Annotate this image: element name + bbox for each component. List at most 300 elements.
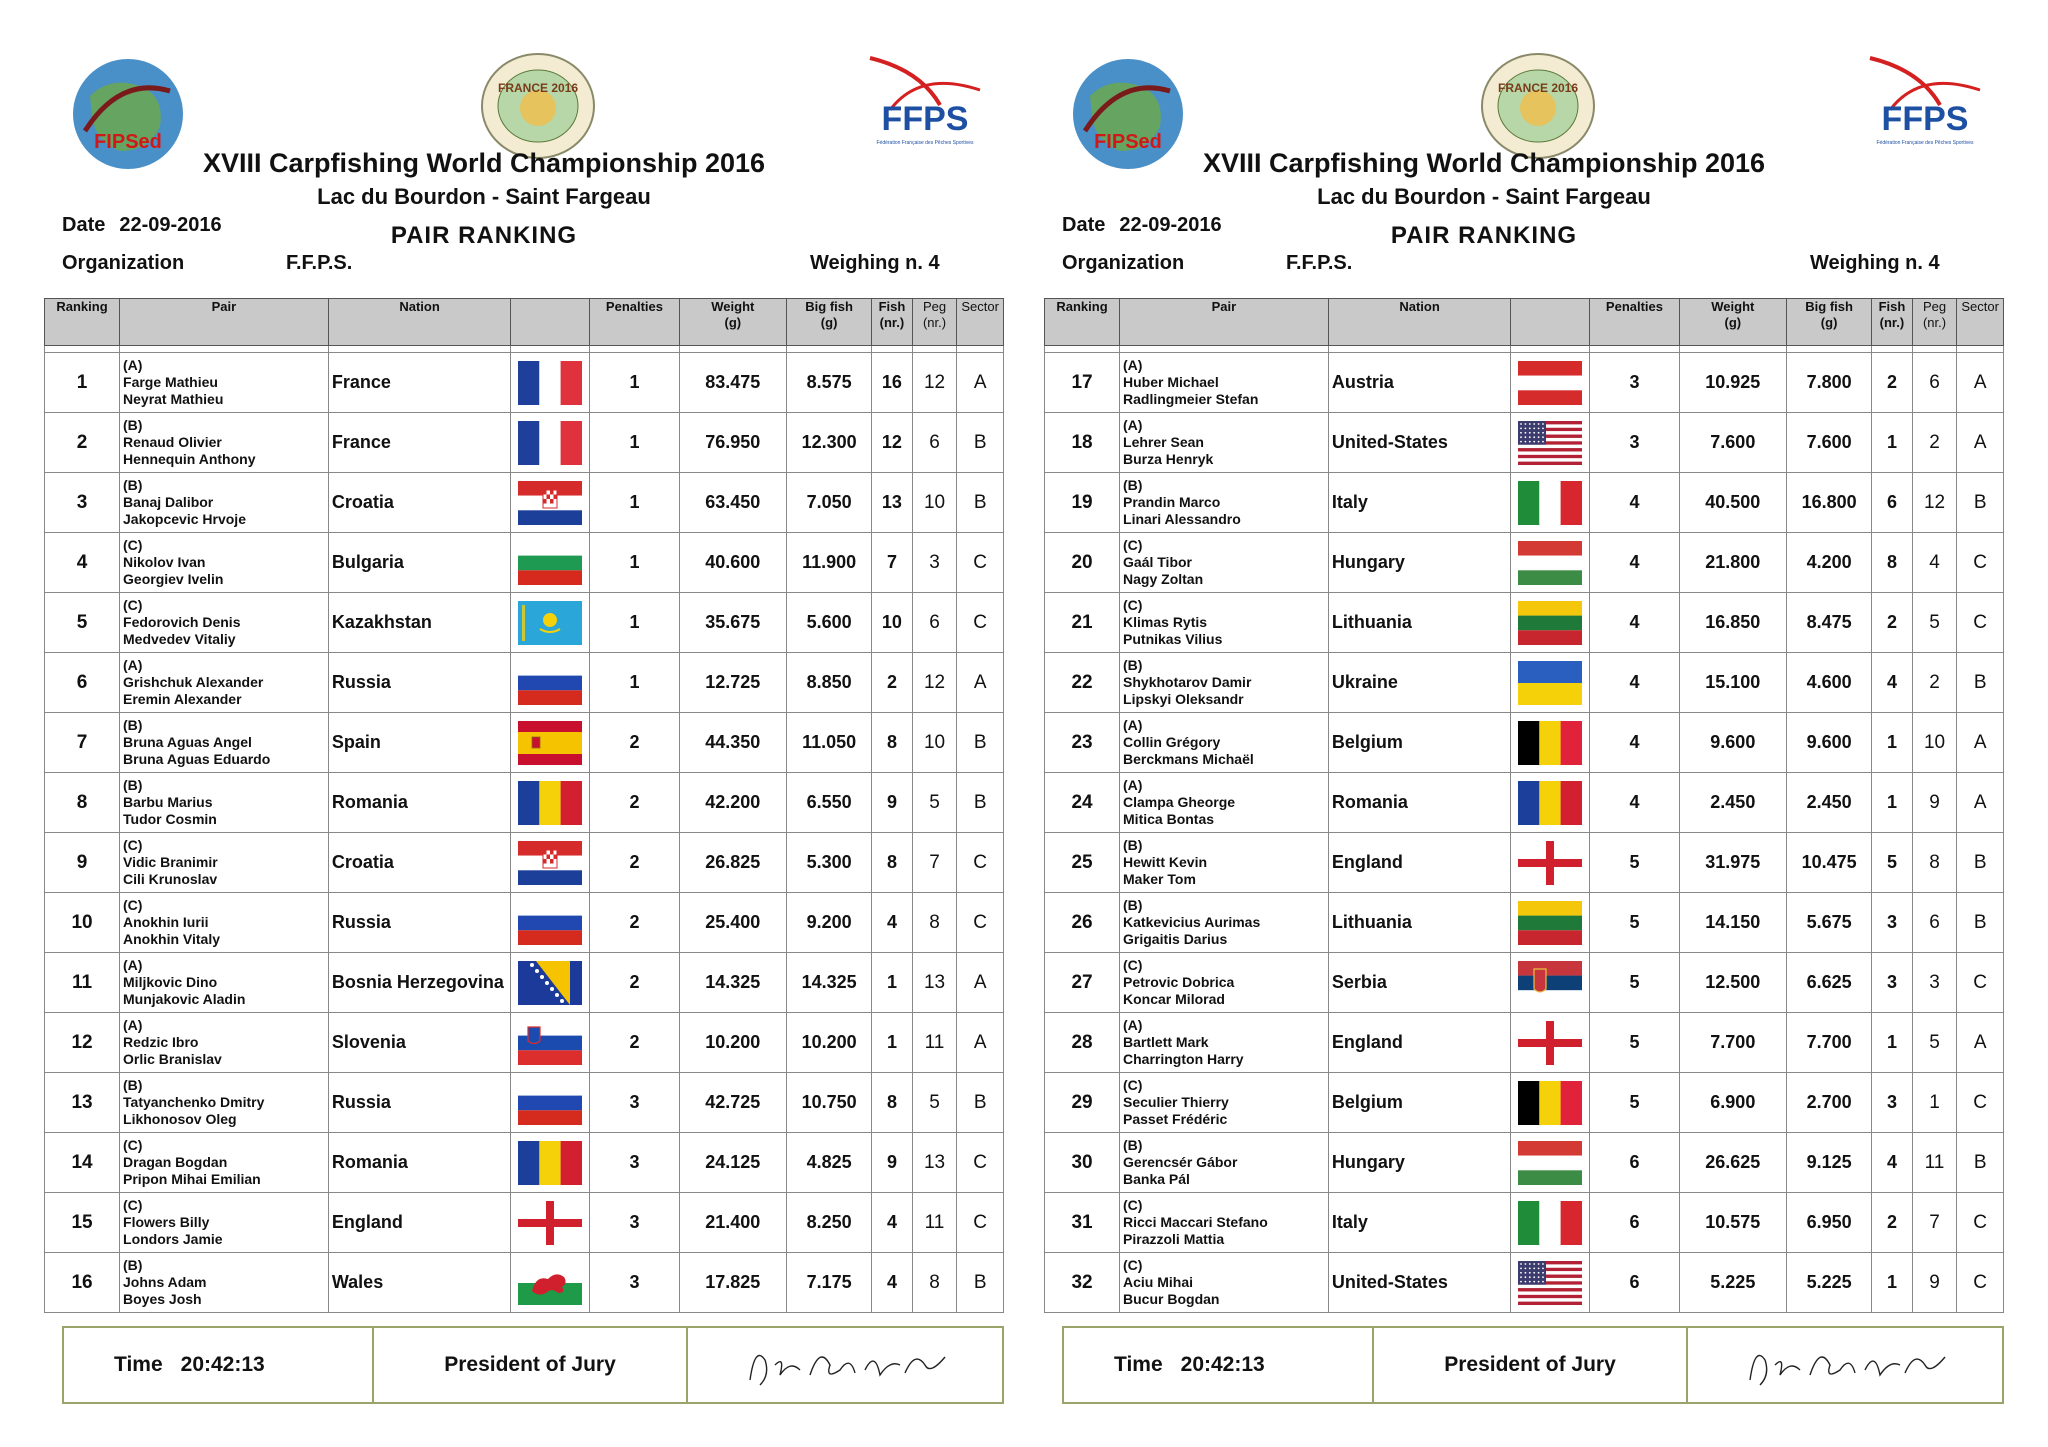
- pair-name-1: Aciu Mihai: [1123, 1274, 1194, 1290]
- pair-name-1: Clampa Gheorge: [1123, 794, 1236, 810]
- peg-cell: 10: [912, 473, 957, 533]
- penalties-cell: 2: [590, 1013, 679, 1073]
- ffps-logo-icon: [860, 50, 990, 150]
- lithuania-flag-icon: [1518, 901, 1582, 945]
- table-row: [1045, 653, 2004, 713]
- weight-cell: 9.600: [1679, 713, 1786, 773]
- pair-name-2: Koncar Milorad: [1123, 991, 1225, 1007]
- col-peg-unit: (nr.): [922, 315, 947, 330]
- peg-cell: 8: [912, 1253, 957, 1313]
- col-fish-label: Fish: [878, 299, 906, 314]
- bigfish-cell: 9.600: [1787, 713, 1872, 773]
- fish-cell: 3: [1872, 893, 1913, 953]
- col-fish-unit: (nr.): [1879, 315, 1905, 330]
- nation-cell: Kazakhstan: [328, 593, 510, 653]
- col-penalties: Penalties: [590, 299, 679, 346]
- pair-cell: [1120, 593, 1329, 653]
- pair-sector-tag: (A): [123, 957, 143, 973]
- croatia-flag-icon: [518, 841, 582, 885]
- sector-cell: C: [957, 533, 1004, 593]
- pair-name-1: Katkevicius Aurimas: [1123, 914, 1261, 930]
- nation-cell: Ukraine: [1328, 653, 1510, 713]
- svg-text:FIPSed: FIPSed: [94, 131, 162, 153]
- pair-cell: [120, 473, 329, 533]
- pair-name-1: Gerencsér Gábor: [1123, 1154, 1238, 1170]
- weight-cell: 10.575: [1679, 1193, 1786, 1253]
- bigfish-cell: 7.800: [1787, 353, 1872, 413]
- pair-name-2: Grigaitis Darius: [1123, 931, 1228, 947]
- rank-cell: 31: [1045, 1193, 1120, 1253]
- weight-cell: 14.325: [679, 953, 786, 1013]
- pair-name-2: Passet Frédéric: [1123, 1111, 1228, 1127]
- ranking-table: [44, 298, 1004, 1313]
- signature-cell: [1688, 1328, 2002, 1402]
- flag-cell: [511, 1013, 590, 1073]
- sector-cell: C: [1957, 593, 2004, 653]
- pair-cell: [120, 1013, 329, 1073]
- sector-cell: B: [957, 1253, 1004, 1313]
- pair-name-1: Klimas Rytis: [1123, 614, 1208, 630]
- pair-sector-tag: (B): [123, 417, 143, 433]
- weight-cell: 15.100: [1679, 653, 1786, 713]
- sector-cell: A: [1957, 713, 2004, 773]
- bigfish-cell: 6.625: [1787, 953, 1872, 1013]
- sector-cell: B: [1957, 473, 2004, 533]
- pair-name-1: Renaud Olivier: [123, 434, 222, 450]
- pair-name-1: Gaál Tibor: [1123, 554, 1192, 570]
- pair-sector-tag: (A): [123, 657, 143, 673]
- rank-cell: 19: [1045, 473, 1120, 533]
- flag-cell: [511, 353, 590, 413]
- pair-sector-tag: (B): [1123, 1137, 1143, 1153]
- flag-cell: [1511, 1253, 1590, 1313]
- footer-box: [1062, 1326, 2004, 1404]
- sector-cell: B: [1957, 833, 2004, 893]
- pair-name-2: Charrington Harry: [1123, 1051, 1244, 1067]
- nation-cell: Slovenia: [328, 1013, 510, 1073]
- russia-flag-icon: [518, 901, 582, 945]
- nation-cell: Hungary: [1328, 1133, 1510, 1193]
- col-weight: [1679, 299, 1786, 346]
- organization-value: F.F.P.S.: [286, 252, 353, 274]
- bigfish-cell: 8.250: [787, 1193, 872, 1253]
- peg-cell: 9: [1912, 1253, 1957, 1313]
- pair-sector-tag: (C): [123, 837, 143, 853]
- sector-cell: B: [1957, 653, 2004, 713]
- nation-cell: Romania: [1328, 773, 1510, 833]
- nation-cell: Belgium: [1328, 1073, 1510, 1133]
- pair-cell: [1120, 1193, 1329, 1253]
- fish-cell: 2: [1872, 353, 1913, 413]
- belgium-flag-icon: [1518, 1081, 1582, 1125]
- peg-cell: 13: [912, 953, 957, 1013]
- peg-cell: 7: [1912, 1193, 1957, 1253]
- pair-name-1: Banaj Dalibor: [123, 494, 214, 510]
- pair-cell: [1120, 1253, 1329, 1313]
- sector-cell: B: [957, 713, 1004, 773]
- peg-cell: 11: [1912, 1133, 1957, 1193]
- table-row: [1045, 1073, 2004, 1133]
- col-weight-label: Weight: [711, 299, 755, 314]
- col-bigfish-label: Big fish: [1805, 299, 1853, 314]
- col-bigfish: [1787, 299, 1872, 346]
- nation-cell: Belgium: [1328, 713, 1510, 773]
- rank-cell: 13: [45, 1073, 120, 1133]
- championship-title: XVIII Carpfishing World Championship 2016: [202, 148, 766, 178]
- bigfish-cell: 8.850: [787, 653, 872, 713]
- pair-name-2: Bruna Aguas Eduardo: [123, 751, 271, 767]
- pair-name-1: Lehrer Sean: [1123, 434, 1204, 450]
- flag-cell: [1511, 893, 1590, 953]
- croatia-flag-icon: [518, 481, 582, 525]
- penalties-cell: 3: [1590, 353, 1679, 413]
- pair-name-1: Vidic Branimir: [123, 854, 218, 870]
- bigfish-cell: 9.200: [787, 893, 872, 953]
- pair-name-2: Londors Jamie: [123, 1231, 223, 1247]
- col-penalties: Penalties: [1590, 299, 1679, 346]
- england-flag-icon: [1518, 1021, 1582, 1065]
- table-row: [45, 893, 1004, 953]
- peg-cell: 10: [912, 713, 957, 773]
- table-row: [1045, 773, 2004, 833]
- france-flag-icon: [518, 421, 582, 465]
- pair-name-2: Eremin Alexander: [123, 691, 242, 707]
- weighing-number: Weighing n. 4: [810, 252, 940, 274]
- bigfish-cell: 10.200: [787, 1013, 872, 1073]
- fish-cell: 9: [872, 773, 913, 833]
- table-row: [45, 833, 1004, 893]
- sector-cell: B: [1957, 893, 2004, 953]
- nation-cell: Italy: [1328, 1193, 1510, 1253]
- nation-cell: Italy: [1328, 473, 1510, 533]
- table-row: [1045, 353, 2004, 413]
- pair-cell: [1120, 833, 1329, 893]
- footer-box: [62, 1326, 1004, 1404]
- col-peg-label: Peg: [922, 299, 947, 314]
- pair-sector-tag: (B): [123, 1257, 143, 1273]
- fish-cell: 12: [872, 413, 913, 473]
- president-label: President of Jury: [374, 1328, 688, 1402]
- flag-cell: [511, 533, 590, 593]
- bigfish-cell: 9.125: [1787, 1133, 1872, 1193]
- peg-cell: 5: [912, 1073, 957, 1133]
- fish-cell: 5: [1872, 833, 1913, 893]
- bigfish-cell: 4.825: [787, 1133, 872, 1193]
- flag-cell: [1511, 1133, 1590, 1193]
- signature-icon: [730, 1335, 960, 1395]
- pair-cell: [1120, 473, 1329, 533]
- pair-sector-tag: (C): [123, 537, 143, 553]
- pair-name-2: Georgiev Ivelin: [123, 571, 224, 587]
- pair-name-2: Munjakovic Aladin: [123, 991, 246, 1007]
- pair-sector-tag: (C): [1123, 1077, 1143, 1093]
- table-row: [45, 1013, 1004, 1073]
- time-label: Time: [114, 1353, 163, 1376]
- nation-cell: England: [1328, 833, 1510, 893]
- penalties-cell: 3: [590, 1073, 679, 1133]
- fish-cell: 8: [1872, 533, 1913, 593]
- peg-cell: 8: [912, 893, 957, 953]
- fish-cell: 1: [1872, 773, 1913, 833]
- header-gap-row: [1045, 346, 2004, 353]
- pair-name-2: Nagy Zoltan: [1123, 571, 1204, 587]
- penalties-cell: 2: [590, 833, 679, 893]
- wales-flag-icon: [518, 1261, 582, 1305]
- penalties-cell: 1: [590, 533, 679, 593]
- flag-cell: [1511, 413, 1590, 473]
- flag-cell: [1511, 533, 1590, 593]
- spain-flag-icon: [518, 721, 582, 765]
- col-ranking: Ranking: [45, 299, 120, 346]
- rank-cell: 4: [45, 533, 120, 593]
- flag-cell: [511, 893, 590, 953]
- weight-cell: 42.725: [679, 1073, 786, 1133]
- russia-flag-icon: [518, 661, 582, 705]
- rank-cell: 14: [45, 1133, 120, 1193]
- rank-cell: 27: [1045, 953, 1120, 1013]
- peg-cell: 6: [1912, 353, 1957, 413]
- fish-cell: 1: [1872, 413, 1913, 473]
- pair-sector-tag: (B): [1123, 657, 1143, 673]
- flag-cell: [1511, 713, 1590, 773]
- organization-label: Organization: [62, 252, 185, 274]
- sector-cell: A: [1957, 773, 2004, 833]
- rank-cell: 22: [1045, 653, 1120, 713]
- bigfish-cell: 2.700: [1787, 1073, 1872, 1133]
- rank-cell: 1: [45, 353, 120, 413]
- venue-subtitle: Lac du Bourdon - Saint Fargeau: [1317, 184, 1651, 209]
- rank-cell: 18: [1045, 413, 1120, 473]
- pair-cell: [1120, 1013, 1329, 1073]
- weight-cell: 12.725: [679, 653, 786, 713]
- bulgaria-flag-icon: [518, 541, 582, 585]
- pair-sector-tag: (A): [123, 357, 143, 373]
- sector-cell: C: [1957, 953, 2004, 1013]
- nation-cell: Romania: [328, 1133, 510, 1193]
- bigfish-cell: 5.600: [787, 593, 872, 653]
- pair-name-2: Banka Pál: [1123, 1171, 1190, 1187]
- sector-cell: A: [957, 353, 1004, 413]
- weight-cell: 7.600: [1679, 413, 1786, 473]
- pair-name-1: Prandin Marco: [1123, 494, 1221, 510]
- pair-name-1: Bruna Aguas Angel: [123, 734, 252, 750]
- svg-text:FFPS: FFPS: [1881, 100, 1969, 138]
- svg-text:Fédération Française des Pêche: Fédération Française des Pêches Sportives: [1876, 140, 1974, 146]
- peg-cell: 3: [1912, 953, 1957, 1013]
- date-line: [1062, 214, 1222, 237]
- penalties-cell: 5: [1590, 1073, 1679, 1133]
- penalties-cell: 3: [590, 1253, 679, 1313]
- pair-cell: [120, 593, 329, 653]
- weight-cell: 16.850: [1679, 593, 1786, 653]
- svg-text:FRANCE 2016: FRANCE 2016: [497, 81, 579, 95]
- peg-cell: 13: [912, 1133, 957, 1193]
- pair-name-2: Anokhin Vitaly: [123, 931, 220, 947]
- pair-name-2: Linari Alessandro: [1123, 511, 1241, 527]
- flag-cell: [511, 1133, 590, 1193]
- table-row: [45, 533, 1004, 593]
- flag-cell: [1511, 953, 1590, 1013]
- sector-cell: C: [1957, 1193, 2004, 1253]
- rank-cell: 8: [45, 773, 120, 833]
- serbia-flag-icon: [1518, 961, 1582, 1005]
- weight-cell: 10.200: [679, 1013, 786, 1073]
- col-ranking: Ranking: [1045, 299, 1120, 346]
- fish-cell: 1: [1872, 1253, 1913, 1313]
- time-value: 20:42:13: [1180, 1353, 1265, 1376]
- col-bigfish-unit: (g): [1820, 315, 1838, 330]
- pair-cell: [1120, 413, 1329, 473]
- pair-sector-tag: (C): [1123, 597, 1143, 613]
- nation-cell: Lithuania: [1328, 893, 1510, 953]
- fish-cell: 8: [872, 713, 913, 773]
- sector-cell: A: [957, 653, 1004, 713]
- sector-cell: A: [1957, 353, 2004, 413]
- pair-name-2: Jakopcevic Hrvoje: [123, 511, 246, 527]
- italy-flag-icon: [1518, 481, 1582, 525]
- date-value: 22-09-2016: [1119, 214, 1222, 236]
- fish-cell: 16: [872, 353, 913, 413]
- weight-cell: 63.450: [679, 473, 786, 533]
- date-label: Date: [62, 214, 106, 236]
- table-row: [1045, 833, 2004, 893]
- ukraine-flag-icon: [1518, 661, 1582, 705]
- pair-name-2: Medvedev Vitaliy: [123, 631, 236, 647]
- bosnia-flag-icon: [518, 961, 582, 1005]
- pair-name-2: Cili Krunoslav: [123, 871, 218, 887]
- bigfish-cell: 11.900: [787, 533, 872, 593]
- pair-name-1: Dragan Bogdan: [123, 1154, 228, 1170]
- pair-sector-tag: (B): [1123, 837, 1143, 853]
- pair-cell: [120, 533, 329, 593]
- table-row: [45, 473, 1004, 533]
- sector-cell: B: [957, 773, 1004, 833]
- signature-cell: [688, 1328, 1002, 1402]
- pair-cell: [120, 773, 329, 833]
- col-sector: Sector: [957, 299, 1004, 346]
- peg-cell: 3: [912, 533, 957, 593]
- col-nation: Nation: [1328, 299, 1510, 346]
- table-row: [1045, 1253, 2004, 1313]
- flag-cell: [511, 473, 590, 533]
- fish-cell: 4: [1872, 653, 1913, 713]
- col-bigfish-label: Big fish: [805, 299, 853, 314]
- penalties-cell: 4: [1590, 713, 1679, 773]
- penalties-cell: 2: [590, 893, 679, 953]
- flag-cell: [511, 833, 590, 893]
- penalties-cell: 5: [1590, 1013, 1679, 1073]
- col-flag: [1511, 299, 1590, 346]
- peg-cell: 12: [1912, 473, 1957, 533]
- penalties-cell: 1: [590, 413, 679, 473]
- penalties-cell: 4: [1590, 533, 1679, 593]
- table-row: [1045, 473, 2004, 533]
- table-row: [1045, 533, 2004, 593]
- rank-cell: 28: [1045, 1013, 1120, 1073]
- table-row: [45, 773, 1004, 833]
- peg-cell: 6: [1912, 893, 1957, 953]
- nation-cell: Croatia: [328, 833, 510, 893]
- col-fish-label: Fish: [1878, 299, 1906, 314]
- table-row: [45, 1073, 1004, 1133]
- bigfish-cell: 5.300: [787, 833, 872, 893]
- fish-cell: 1: [872, 953, 913, 1013]
- rank-cell: 30: [1045, 1133, 1120, 1193]
- penalties-cell: 6: [1590, 1253, 1679, 1313]
- nation-cell: England: [1328, 1013, 1510, 1073]
- nation-cell: Russia: [328, 653, 510, 713]
- table-row: [45, 713, 1004, 773]
- svg-text:FFPS: FFPS: [881, 100, 969, 138]
- pair-name-1: Anokhin Iurii: [123, 914, 209, 930]
- penalties-cell: 6: [1590, 1133, 1679, 1193]
- bigfish-cell: 4.600: [1787, 653, 1872, 713]
- table-row: [1045, 1193, 2004, 1253]
- pair-name-2: Mitica Bontas: [1123, 811, 1215, 827]
- flag-cell: [1511, 593, 1590, 653]
- france-flag-icon: [518, 361, 582, 405]
- bigfish-cell: 2.450: [1787, 773, 1872, 833]
- pair-name-1: Johns Adam: [123, 1274, 207, 1290]
- fish-cell: 8: [872, 1073, 913, 1133]
- penalties-cell: 4: [1590, 473, 1679, 533]
- pair-cell: [120, 1133, 329, 1193]
- time-label: Time: [1114, 1353, 1163, 1376]
- bigfish-cell: 8.475: [1787, 593, 1872, 653]
- date-value: 22-09-2016: [119, 214, 222, 236]
- pair-cell: [1120, 713, 1329, 773]
- pair-name-2: Burza Henryk: [1123, 451, 1214, 467]
- sector-cell: B: [957, 413, 1004, 473]
- weighing-number: Weighing n. 4: [1810, 252, 1940, 274]
- pair-sector-tag: (C): [1123, 1197, 1143, 1213]
- peg-cell: 6: [912, 413, 957, 473]
- peg-cell: 2: [1912, 653, 1957, 713]
- fish-cell: 10: [872, 593, 913, 653]
- peg-cell: 1: [1912, 1073, 1957, 1133]
- sector-cell: C: [957, 833, 1004, 893]
- pair-sector-tag: (B): [123, 1077, 143, 1093]
- time-cell: [64, 1328, 374, 1402]
- bigfish-cell: 5.225: [1787, 1253, 1872, 1313]
- peg-cell: 10: [1912, 713, 1957, 773]
- fish-cell: 3: [1872, 953, 1913, 1013]
- pair-sector-tag: (A): [1123, 417, 1143, 433]
- table-row: [1045, 413, 2004, 473]
- date-line: [62, 214, 222, 237]
- pair-name-2: Likhonosov Oleg: [123, 1111, 237, 1127]
- pair-name-1: Tatyanchenko Dmitry: [123, 1094, 265, 1110]
- usa-flag-icon: [1518, 421, 1582, 465]
- pair-cell: [120, 413, 329, 473]
- weight-cell: 5.225: [1679, 1253, 1786, 1313]
- peg-cell: 11: [912, 1013, 957, 1073]
- nation-cell: France: [328, 413, 510, 473]
- pair-sector-tag: (C): [123, 897, 143, 913]
- svg-text:Fédération Française des Pêche: Fédération Française des Pêches Sportives: [876, 140, 974, 146]
- weight-cell: 25.400: [679, 893, 786, 953]
- pair-cell: [120, 353, 329, 413]
- fish-cell: 2: [872, 653, 913, 713]
- bigfish-cell: 8.575: [787, 353, 872, 413]
- sector-cell: C: [957, 593, 1004, 653]
- sector-cell: A: [1957, 413, 2004, 473]
- sector-cell: C: [957, 893, 1004, 953]
- table-row: [45, 653, 1004, 713]
- weight-cell: 14.150: [1679, 893, 1786, 953]
- flag-cell: [511, 953, 590, 1013]
- championship-seal-icon: [480, 52, 596, 160]
